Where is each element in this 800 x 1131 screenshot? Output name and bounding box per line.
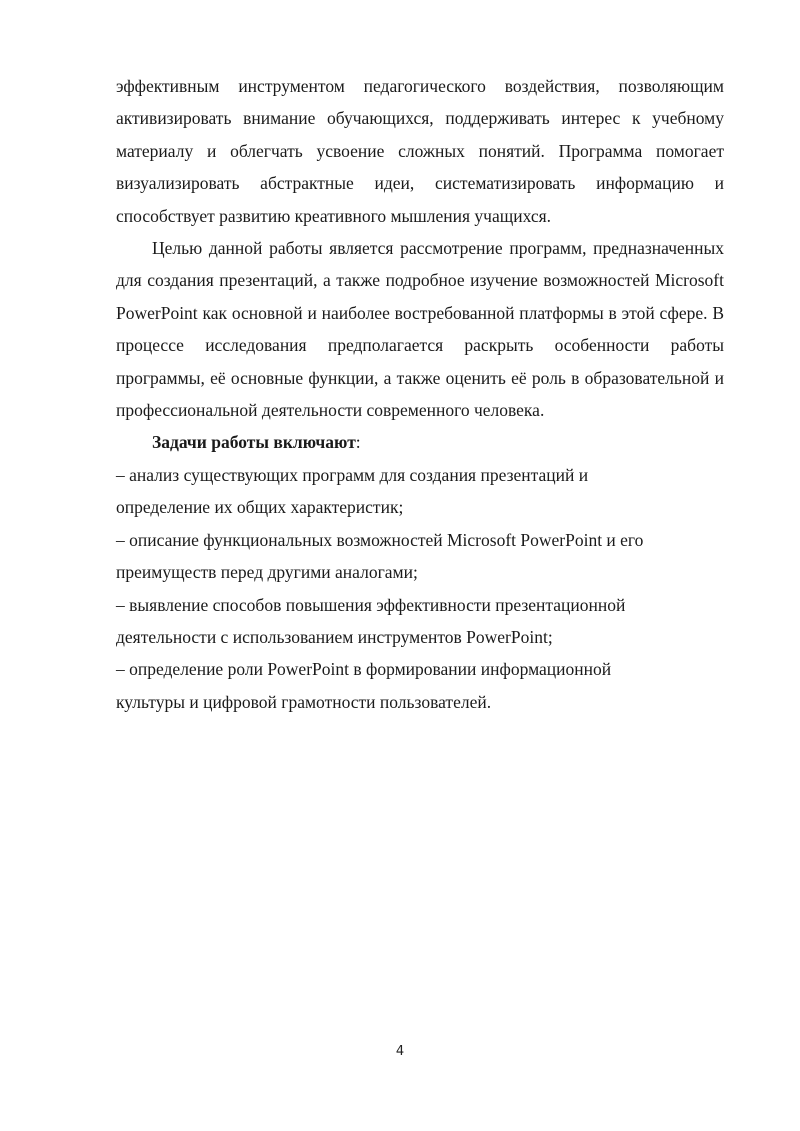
page-body (116, 70, 724, 718)
list-item: – анализ существующих программ для создания презентаций и определение их общих характеристик; (116, 464, 589, 518)
paragraph-continuation: эффективным инструментом педагогического воздействия, позволяющим активизировать внимание обучающихся, поддерживать интерес к учебному материалу и облегчать усвоение сложных понятий. Программа помогает визуализировать абстрактные идеи, систематизировать информацию и способствует развитию креативного мышления учащихся. (116, 76, 724, 226)
tasks-list (116, 459, 661, 718)
tasks-heading-colon: : (355, 432, 361, 453)
tasks-heading-label: Задачи работы включают (152, 432, 356, 453)
list-item: – выявление способов повышения эффективности презентационной деятельности с использованием инструментов PowerPoint; (116, 594, 626, 647)
page-number: 4 (395, 1044, 405, 1059)
list-item: – определение роли PowerPoint в формировании информационной культуры и цифровой грамотности пользователей. (116, 659, 612, 712)
tasks-heading (116, 426, 724, 458)
paragraph-goal: Целью данной работы является рассмотрение программ, предназначенных для создания презентаций, а также подробное изучение возможностей Microsoft PowerPoint как основной и наиболее востребованной платформы в этой сфере. В процессе исследования предполагается раскрыть особенности работы программы, её основные функции, а также оценить её роль в образовательной и профессиональной деятельности современного человека. (116, 238, 724, 421)
list-item: – описание функциональных возможностей Microsoft PowerPoint и его преимуществ перед другими аналогами; (116, 529, 644, 583)
